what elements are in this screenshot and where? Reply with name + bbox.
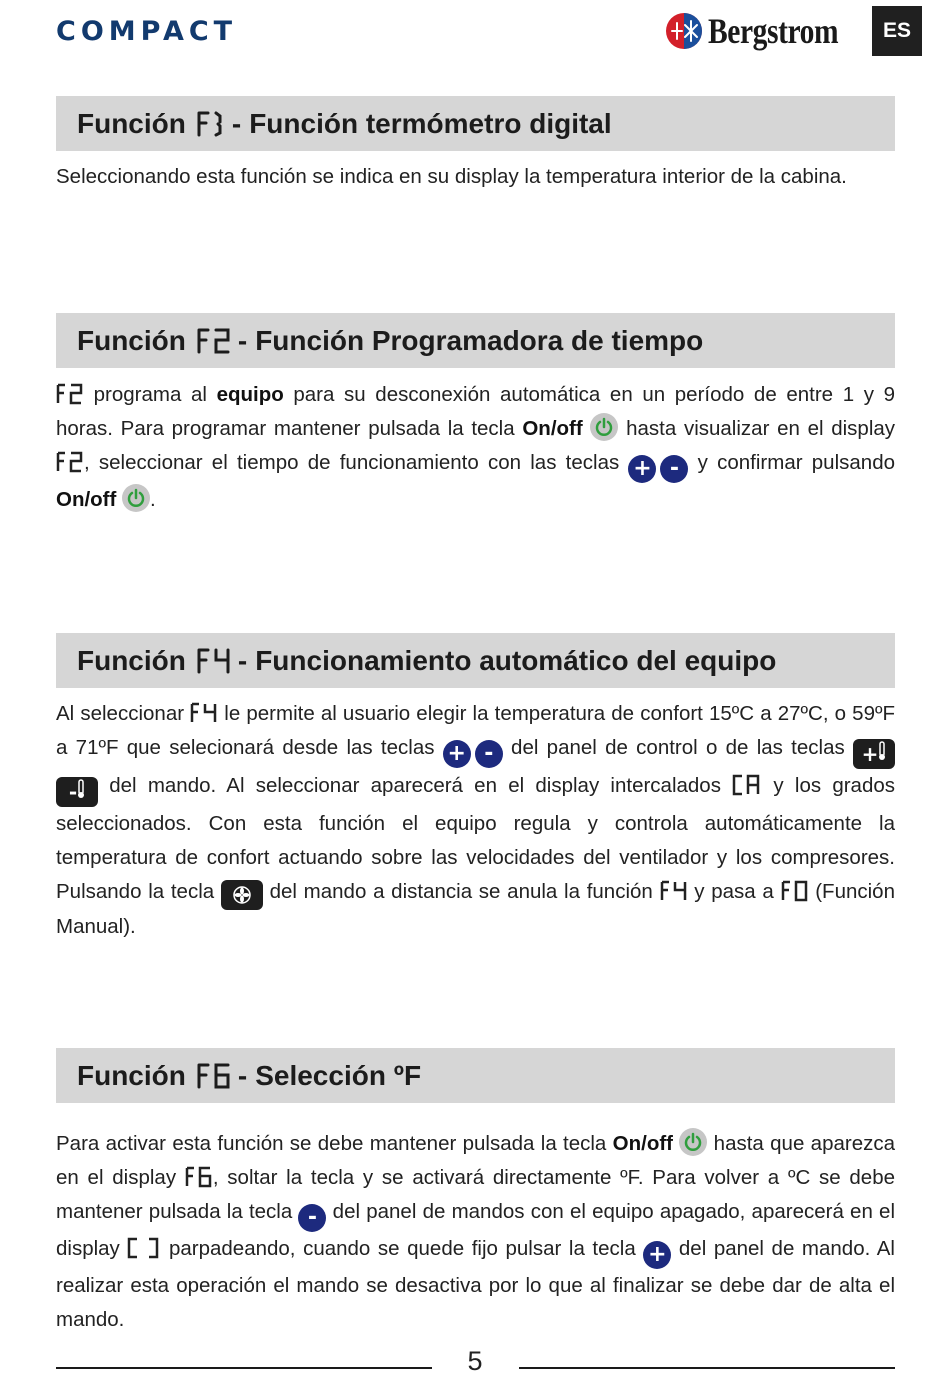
display-code-f6-icon bbox=[196, 1063, 232, 1089]
page-number: 5 bbox=[467, 1346, 483, 1374]
section-title: Selección ºF bbox=[255, 1059, 422, 1091]
section-title: Funcionamiento automático del equipo bbox=[255, 644, 777, 676]
minus-key-icon: - bbox=[475, 740, 503, 768]
display-code-f4-icon bbox=[190, 702, 218, 724]
display-code-f0-icon bbox=[781, 880, 809, 902]
display-code-blank-icon bbox=[127, 1237, 161, 1259]
fan-key-icon bbox=[221, 880, 263, 910]
section-body-f1: Seleccionando esta función se indica en su display la temperatura interior de la cabina. bbox=[56, 165, 847, 188]
power-icon bbox=[679, 1128, 707, 1156]
display-code-f6-icon bbox=[185, 1166, 213, 1188]
plus-key-icon: + bbox=[643, 1241, 671, 1269]
display-code-ca-icon bbox=[732, 774, 762, 796]
section-body-f2: programa al equipo para su desconexión automática en un período de entre 1 y 9 horas. Para programar mantener pulsada la tecla On/off hasta visualizar en el display , seleccionar el tiempo de funcionamiento con las teclas + - y confirmar pulsando On/off . bbox=[56, 383, 896, 511]
display-code-f2-icon bbox=[196, 328, 232, 354]
plus-key-icon: + bbox=[628, 455, 656, 483]
section-body-f6: Para activar esta función se debe mantener pulsada la tecla On/off hasta que aparezca en el display , soltar la tecla y se activará directamente ºF. Para volver a ºC se debe mantener pulsada la tecla - del panel de mandos con el equipo apagado, aparecerá en el display parpadeando, cuando se quede fijo pulsar la tecla + del panel de mando. Al realizar esta operación el mando se desactiva por lo que al finalizar se debe dar de alta el mando. bbox=[56, 1127, 895, 1337]
section-header-f2: Función - Función Programadora de tiempo bbox=[56, 313, 895, 368]
power-icon bbox=[122, 484, 150, 512]
section-prefix: Función bbox=[77, 324, 186, 356]
display-code-f1-icon bbox=[196, 111, 226, 137]
remote-plus-key-icon: + bbox=[853, 739, 895, 769]
display-code-f4-icon bbox=[660, 880, 688, 902]
power-icon bbox=[590, 413, 618, 441]
section-header-f6: Función - Selección ºF bbox=[56, 1048, 895, 1103]
plus-key-icon: + bbox=[443, 740, 471, 768]
display-code-f4-icon bbox=[196, 648, 232, 674]
remote-minus-key-icon: - bbox=[56, 777, 98, 807]
section-prefix: Función bbox=[77, 107, 186, 139]
compact-logo: COMPACT bbox=[56, 16, 238, 47]
section-prefix: Función bbox=[77, 644, 186, 676]
section-header-f1: Función - Función termómetro digital bbox=[56, 96, 895, 151]
brand-name: Bergstrom bbox=[708, 11, 839, 51]
minus-key-icon: - bbox=[298, 1204, 326, 1232]
section-body-f4: Al seleccionar le permite al usuario elegir la temperatura de confort 15ºC a 27ºC, o 59ºF a 71ºF que selecionará desde las teclas + - del panel de control o de las teclas + - del mando. Al seleccionar aparecerá en el display intercalados y los grados seleccionados. Con esta función el equipo regula y controla automáticamente la temperatura de confort actuando sobre las velocidades del ventilador y los compresores. Pulsando la tecla del mando a distancia se anula la función y pasa a (Función Manual). bbox=[56, 702, 896, 938]
bergstrom-logo bbox=[664, 8, 867, 54]
section-prefix: Función bbox=[77, 1059, 186, 1091]
language-badge: ES bbox=[872, 6, 922, 56]
display-code-f2-icon bbox=[56, 383, 84, 405]
minus-key-icon: - bbox=[660, 455, 688, 483]
footer-rule-left bbox=[56, 1367, 432, 1369]
section-header-f4: Función - Funcionamiento automático del equipo bbox=[56, 633, 895, 688]
section-title: Función Programadora de tiempo bbox=[255, 324, 704, 356]
footer-rule-right bbox=[519, 1367, 895, 1369]
section-title: Función termómetro digital bbox=[249, 107, 612, 139]
display-code-f2-icon bbox=[56, 451, 84, 473]
snowflake-sun-emblem-icon bbox=[664, 11, 704, 51]
